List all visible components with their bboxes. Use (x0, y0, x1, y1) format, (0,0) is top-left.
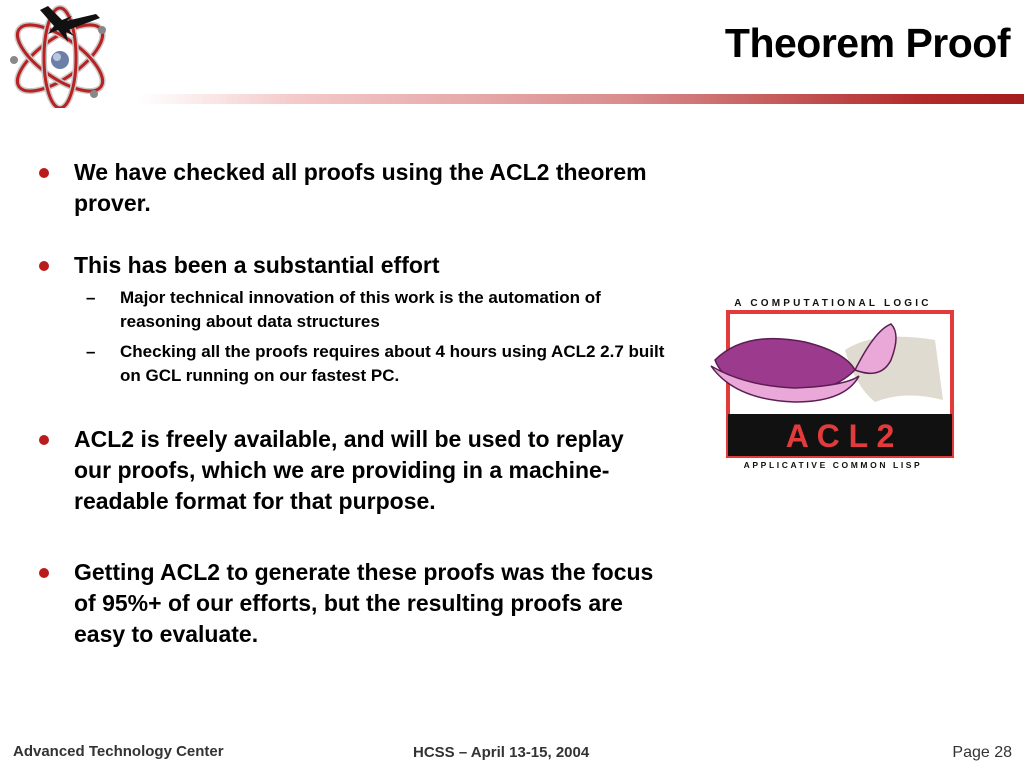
slide-title: Theorem Proof (724, 20, 1010, 66)
bullet-dot-icon (39, 261, 49, 271)
bullet-dot-icon (39, 435, 49, 445)
bullet-item (36, 250, 686, 388)
sub-bullet-text: Checking all the proofs requires about 4 hours using ACL2 2.7 built on GCL running on our fastest PC. (120, 342, 665, 385)
bullet-dot-icon (39, 168, 49, 178)
bullet-text: This has been a substantial effort (74, 252, 440, 278)
bullet-item (36, 424, 686, 517)
footer-event: HCSS – April 13-15, 2004 (413, 744, 590, 761)
sub-bullet-item (74, 286, 686, 334)
sub-bullet-text: Major technical innovation of this work is the automation of reasoning about data structures (120, 288, 601, 331)
bullet-text: We have checked all proofs using the ACL2 theorem prover. (74, 159, 647, 216)
atom-airplane-logo (2, 0, 120, 108)
bullet-text: ACL2 is freely available, and will be used to replay our proofs, which we are providing in a machine-readable format for that purpose. (74, 426, 624, 514)
dash-marker: – (86, 288, 96, 307)
title-underline-bar (138, 94, 1024, 104)
bullet-dot-icon (39, 568, 49, 578)
sub-bullet-item (74, 340, 686, 388)
sub-bullet-list (74, 286, 686, 388)
acl2-logo (705, 290, 961, 476)
footer-page-number: Page 28 (952, 744, 1012, 761)
acl2-logo-top-text: A COMPUTATIONAL LOGIC (734, 298, 932, 309)
bullet-item (36, 557, 686, 650)
acl2-logo-name: A C L 2 (785, 418, 895, 454)
acl2-logo-bottom-text: APPLICATIVE COMMON LISP (743, 460, 923, 470)
dash-marker: – (86, 342, 96, 361)
bullet-list (36, 157, 686, 650)
bullet-item (36, 157, 686, 219)
bullet-text: Getting ACL2 to generate these proofs was the focus of 95%+ of our efforts, but the resulting proofs are easy to evaluate. (74, 559, 654, 647)
footer-organization: Advanced Technology Center (13, 743, 224, 760)
